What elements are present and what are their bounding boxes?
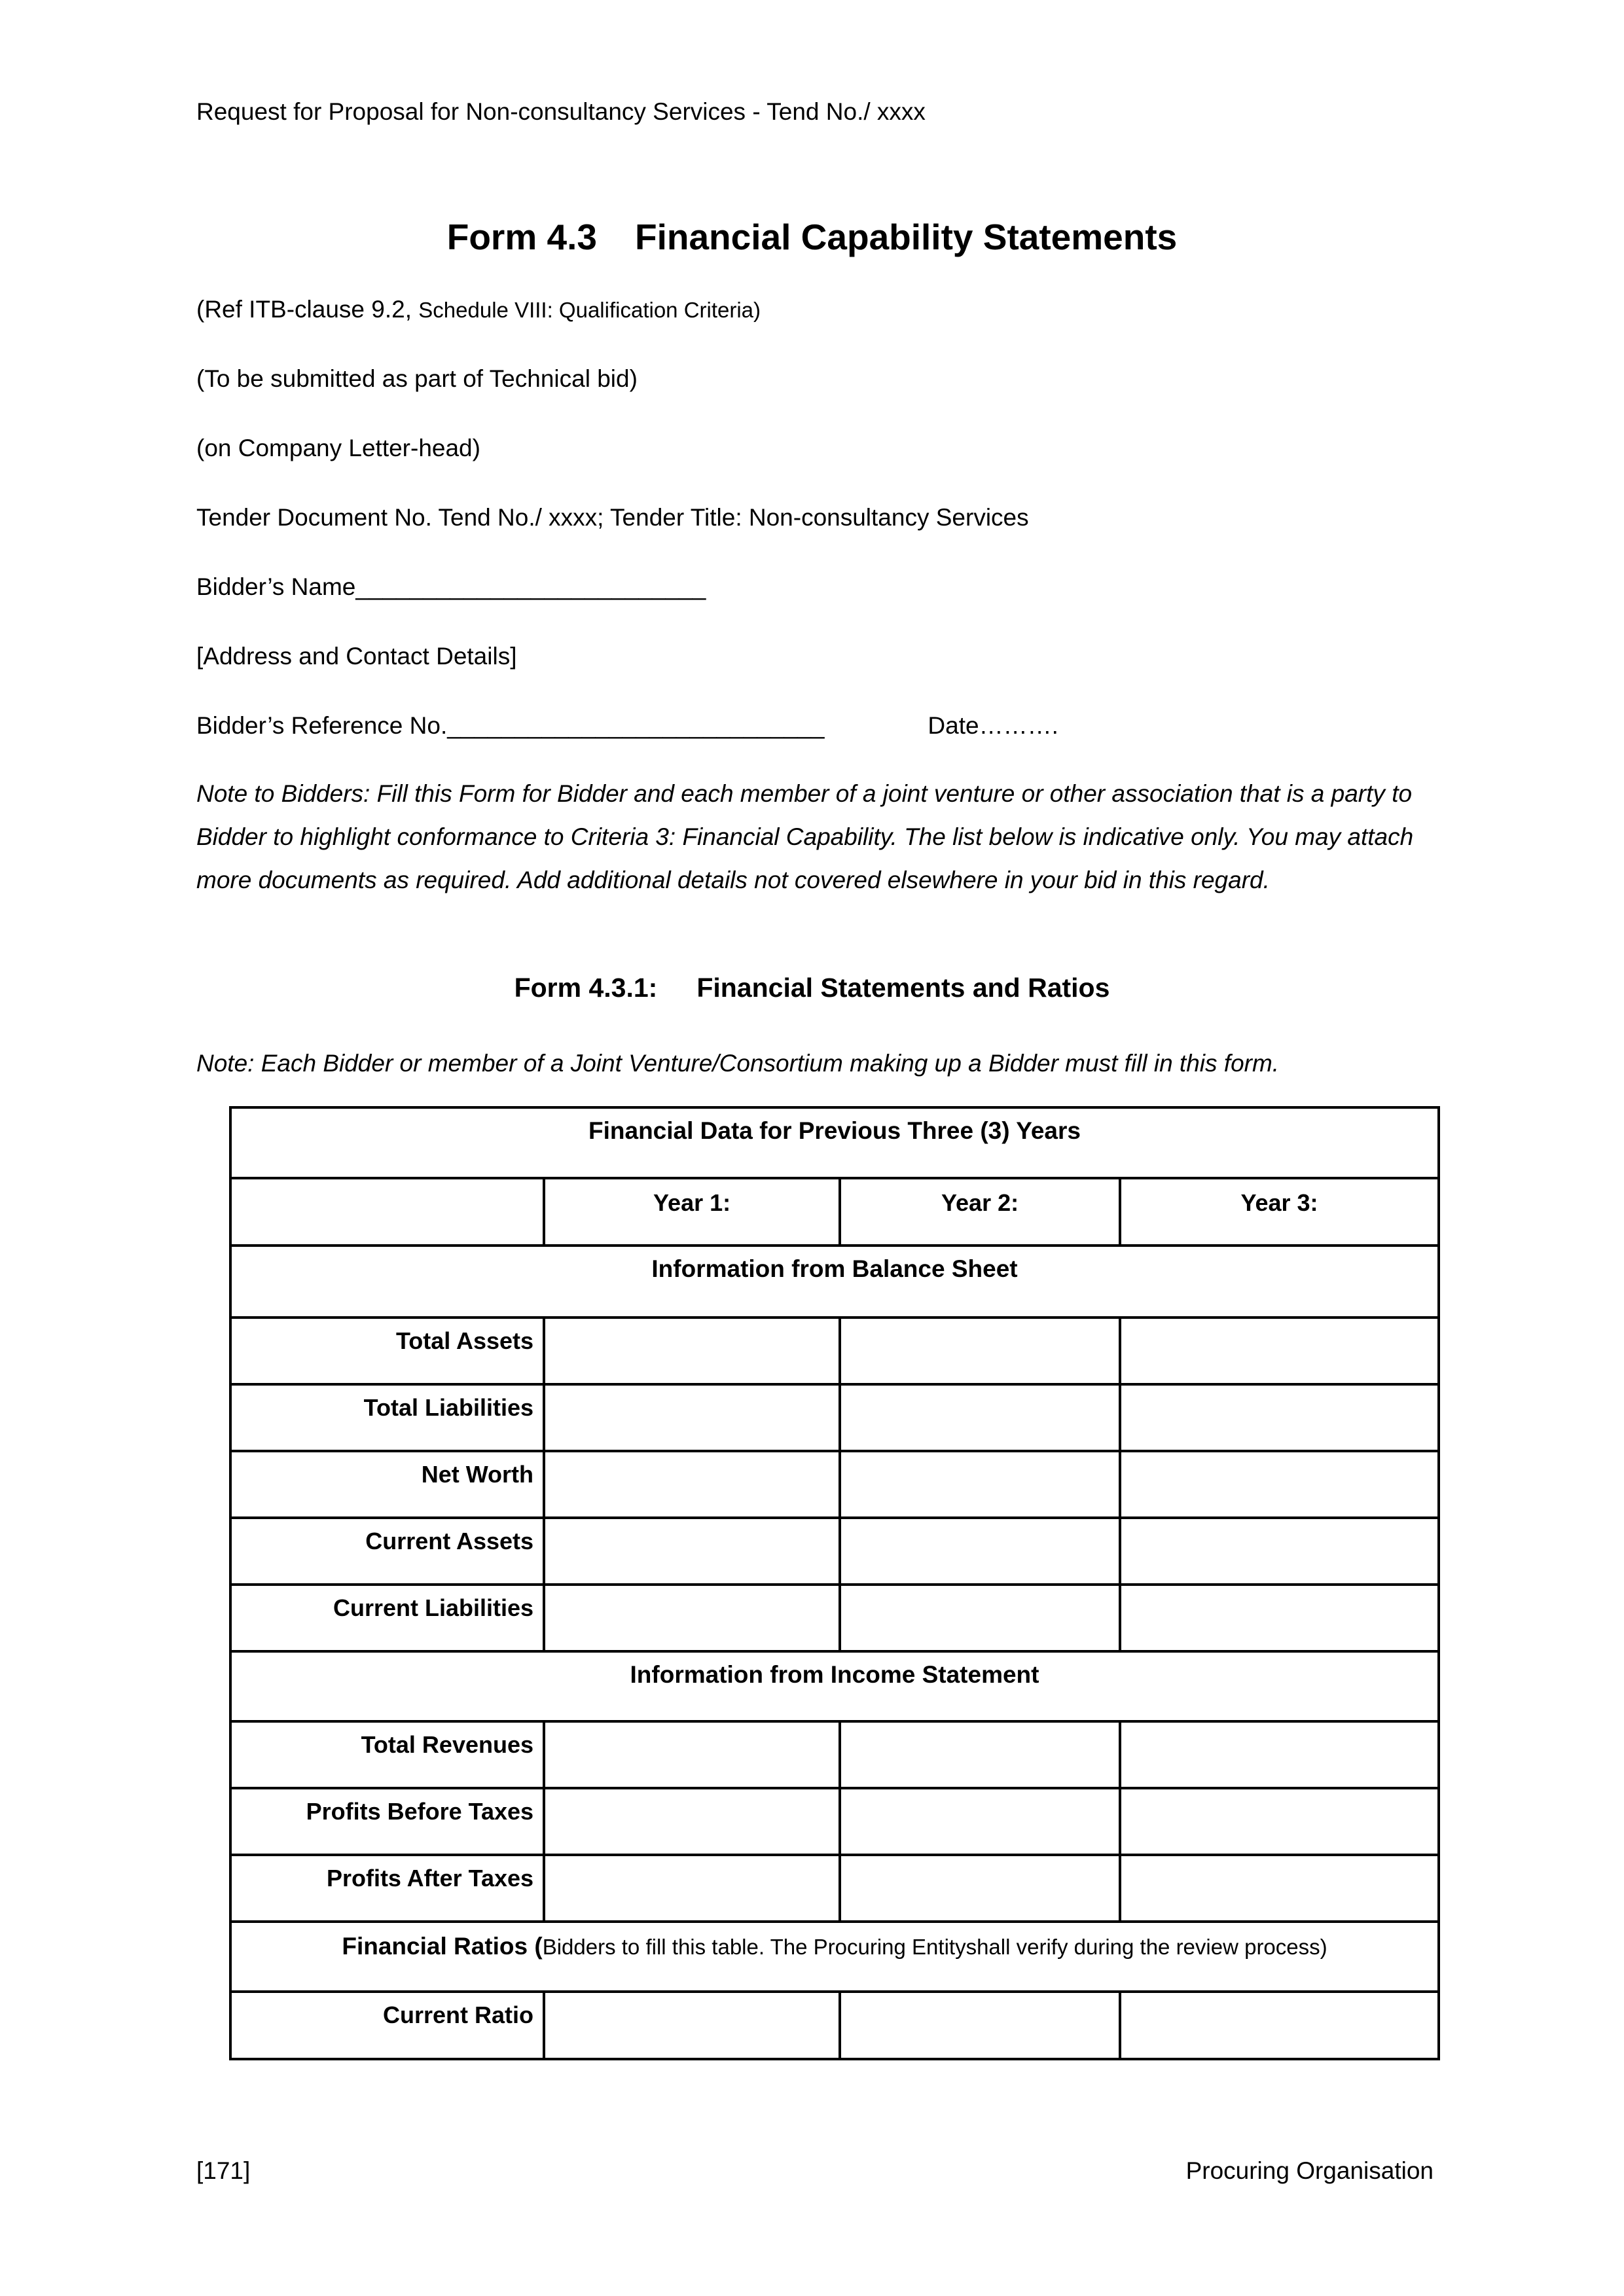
subform-title-number: Form 4.3.1: — [514, 973, 658, 1003]
page-title — [0, 216, 1624, 258]
note-to-bidders: Note to Bidders: Fill this Form for Bidder and each member of a joint venture or other association that is a party to Bidder to highlight conformance to Criteria 3: Financial Capability. The list below is indicative only. You may attach more documents as required. Add additional details not covered elsewhere in your bid in this regard. — [196, 780, 1414, 893]
page-title-label: Financial Capability Statements — [634, 217, 1178, 257]
bidder-name-line — [196, 573, 706, 601]
financial-ratios-bold: Financial Ratios ( — [342, 1933, 543, 1960]
table-row — [230, 1384, 1439, 1451]
blank-cell[interactable] — [544, 1855, 840, 1922]
blank-cell[interactable] — [1120, 1721, 1439, 1788]
blank-cell[interactable] — [840, 1318, 1120, 1384]
blank-cell[interactable] — [544, 1788, 840, 1855]
table-row — [230, 1318, 1439, 1384]
running-header: Request for Proposal for Non-consultancy Services - Tend No./ xxxx — [196, 98, 926, 125]
ref-note — [196, 296, 761, 323]
blank-cell[interactable] — [1120, 1992, 1439, 2059]
blank-cell[interactable] — [544, 1451, 840, 1518]
blank-cell[interactable] — [544, 1518, 840, 1585]
row-label-current-liabilities: Current Liabilities — [230, 1585, 544, 1651]
row-label-current-assets: Current Assets — [230, 1518, 544, 1585]
page-footer — [196, 2157, 1434, 2185]
blank-cell[interactable] — [840, 1855, 1120, 1922]
blank-cell[interactable] — [1120, 1451, 1439, 1518]
blank-cell[interactable] — [840, 1992, 1120, 2059]
ref-note-main: (Ref ITB-clause 9.2, — [196, 296, 419, 323]
blank-cell[interactable] — [1120, 1318, 1439, 1384]
row-label-total-liabilities: Total Liabilities — [230, 1384, 544, 1451]
section-header-balance-sheet: Information from Balance Sheet — [230, 1246, 1439, 1318]
subform-title-label: Financial Statements and Ratios — [696, 973, 1110, 1003]
row-label-profits-after-taxes: Profits After Taxes — [230, 1855, 544, 1922]
blank-cell[interactable] — [544, 1318, 840, 1384]
table-row — [230, 1855, 1439, 1922]
footer-organisation: Procuring Organisation — [1185, 2157, 1434, 2184]
table-row — [230, 1451, 1439, 1518]
corner-cell — [230, 1178, 544, 1246]
reference-label: Bidder’s Reference No. — [196, 712, 448, 739]
blank-cell[interactable] — [840, 1384, 1120, 1451]
ref-note-small: Schedule VIII: Qualification Criteria) — [418, 298, 761, 322]
blank-cell[interactable] — [544, 1384, 840, 1451]
table-row — [230, 1585, 1439, 1651]
section-header-income-statement: Information from Income Statement — [230, 1651, 1439, 1721]
address-line: [Address and Contact Details] — [196, 643, 517, 670]
table-row — [230, 1518, 1439, 1585]
row-label-total-assets: Total Assets — [230, 1318, 544, 1384]
subform-note: Note: Each Bidder or member of a Joint Venture/Consortium making up a Bidder must fill in this form. — [196, 1050, 1280, 1077]
section-header-financial-ratios — [230, 1922, 1439, 1992]
year-2-header: Year 2: — [840, 1178, 1120, 1246]
blank-cell[interactable] — [544, 1721, 840, 1788]
subform-title — [0, 973, 1624, 1003]
row-label-total-revenues: Total Revenues — [230, 1721, 544, 1788]
table-row — [230, 1788, 1439, 1855]
bidder-name-label: Bidder’s Name — [196, 573, 356, 600]
page-title-number: Form 4.3 — [446, 217, 597, 257]
table-row — [230, 1992, 1439, 2059]
row-label-profits-before-taxes: Profits Before Taxes — [230, 1788, 544, 1855]
reference-line — [196, 712, 1058, 740]
blank-cell[interactable] — [1120, 1788, 1439, 1855]
table-row — [230, 1721, 1439, 1788]
blank-cell[interactable] — [544, 1585, 840, 1651]
bidder-name-fill[interactable]: __________________________ — [355, 573, 706, 600]
blank-cell[interactable] — [840, 1788, 1120, 1855]
row-label-net-worth: Net Worth — [230, 1451, 544, 1518]
submit-note: (To be submitted as part of Technical bid) — [196, 365, 638, 392]
tender-line: Tender Document No. Tend No./ xxxx; Tender Title: Non-consultancy Services — [196, 504, 1029, 531]
reference-fill[interactable]: ____________________________ — [447, 712, 825, 739]
row-label-current-ratio: Current Ratio — [230, 1992, 544, 2059]
blank-cell[interactable] — [840, 1585, 1120, 1651]
footer-page-number: [171] — [196, 2157, 251, 2184]
letterhead-note: (on Company Letter-head) — [196, 435, 480, 461]
blank-cell[interactable] — [1120, 1518, 1439, 1585]
blank-cell[interactable] — [1120, 1384, 1439, 1451]
financial-ratios-small: Bidders to fill this table. The Procuring Entityshall verify during the review process) — [542, 1935, 1327, 1959]
blank-cell[interactable] — [840, 1451, 1120, 1518]
table-title: Financial Data for Previous Three (3) Years — [230, 1107, 1439, 1178]
year-3-header: Year 3: — [1120, 1178, 1439, 1246]
blank-cell[interactable] — [840, 1721, 1120, 1788]
date-label: Date………. — [928, 712, 1058, 739]
blank-cell[interactable] — [544, 1992, 840, 2059]
blank-cell[interactable] — [1120, 1585, 1439, 1651]
blank-cell[interactable] — [840, 1518, 1120, 1585]
year-1-header: Year 1: — [544, 1178, 840, 1246]
financial-data-table — [229, 1106, 1440, 2060]
blank-cell[interactable] — [1120, 1855, 1439, 1922]
